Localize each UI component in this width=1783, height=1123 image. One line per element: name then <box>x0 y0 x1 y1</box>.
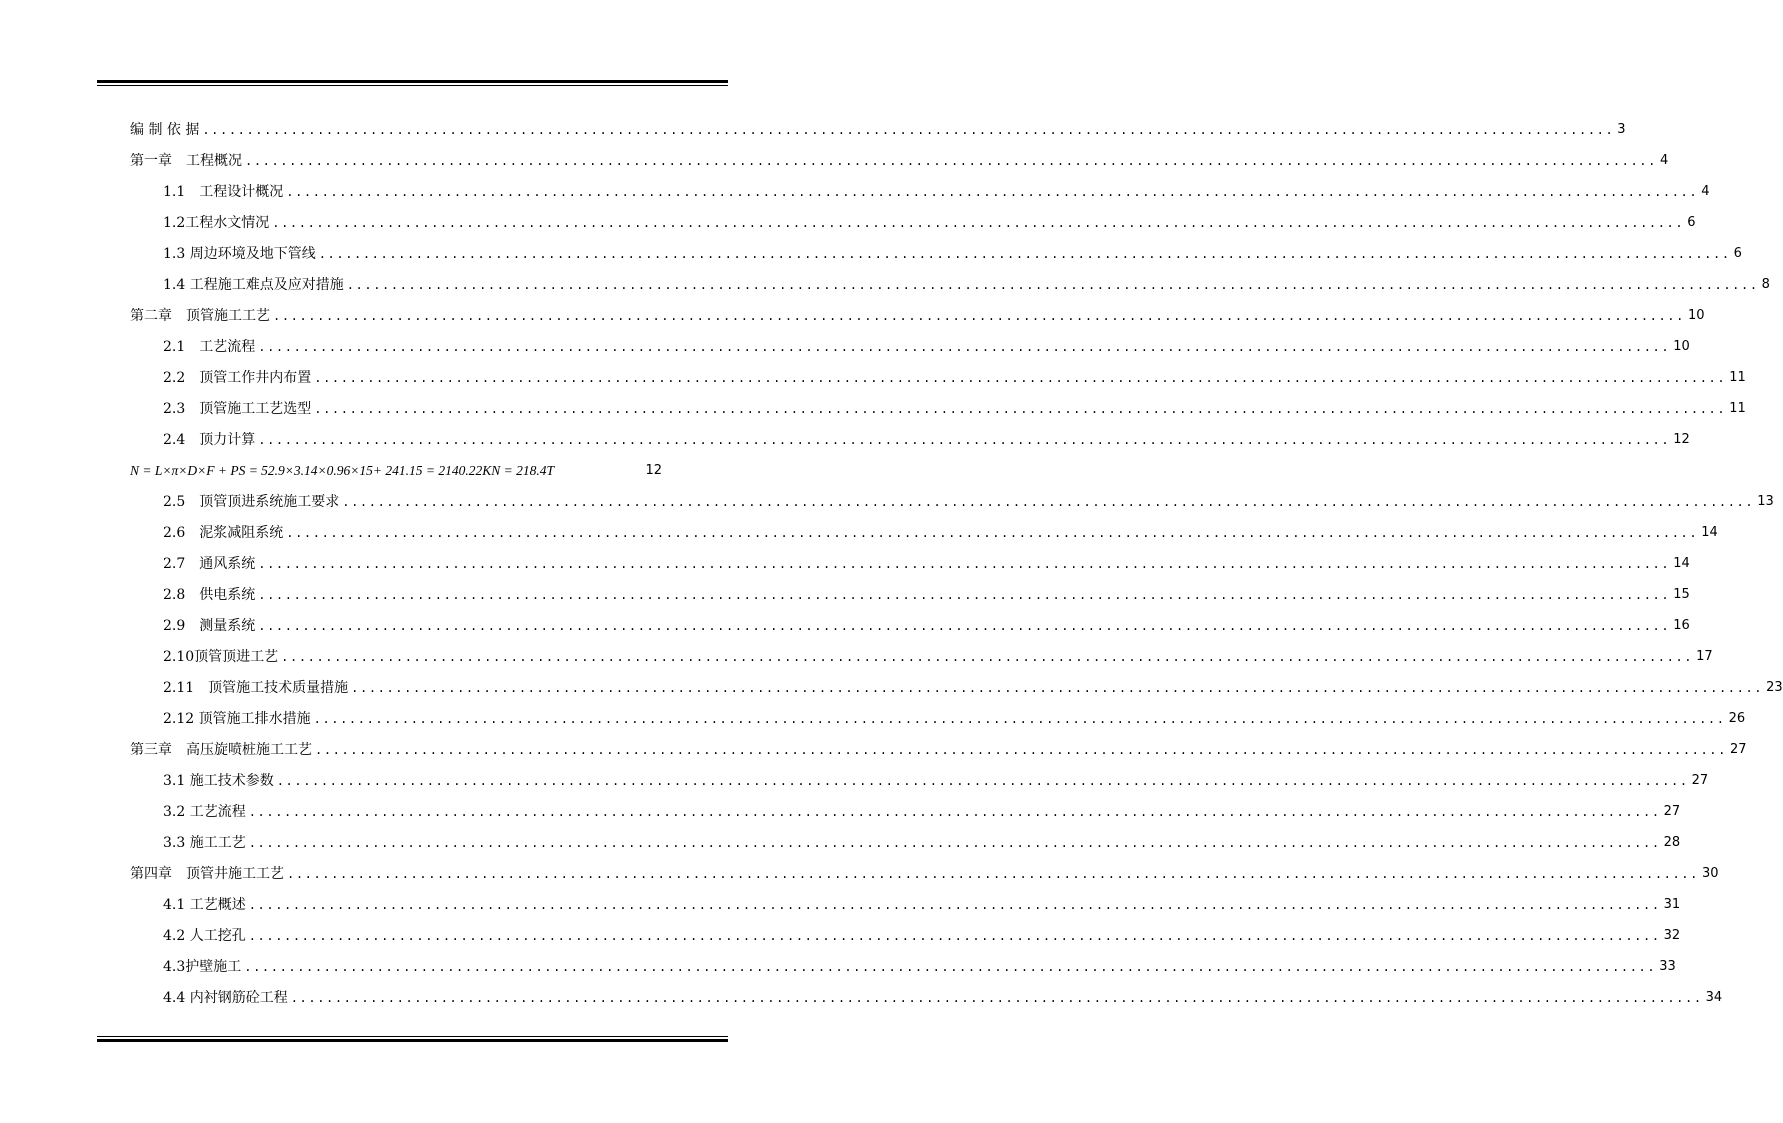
toc-entry[interactable] <box>163 491 1774 513</box>
toc-entry[interactable] <box>163 367 1746 389</box>
toc-leader-dots: ................................................................................................................................................................ <box>313 712 1726 726</box>
toc-page-number: 8 <box>1761 277 1770 292</box>
toc-page-number: 17 <box>1696 649 1713 664</box>
toc-entry-label: 2.2 顶管工作井内布置 <box>163 370 312 386</box>
toc-entry-label: 第四章 顶管井施工工艺 <box>130 866 284 882</box>
toc-entry[interactable] <box>163 925 1681 947</box>
toc-leader-dots: ................................................................................................................................................................ <box>258 557 1671 571</box>
toc-entry[interactable] <box>163 832 1681 854</box>
toc-entry[interactable] <box>163 615 1690 637</box>
toc-entry-label: 2.5 顶管顶进系统施工要求 <box>163 494 340 510</box>
toc-entry-label: 2.12 顶管施工排水措施 <box>163 711 311 727</box>
toc-page-number: 15 <box>1673 587 1690 602</box>
toc-entry-label: 2.1 工艺流程 <box>163 339 256 355</box>
toc-page-number: 11 <box>1729 401 1746 416</box>
toc-leader-dots: ................................................................................................................................................................ <box>273 309 1685 323</box>
toc-leader-dots: ................................................................................................................................................................ <box>248 929 1661 943</box>
toc-entry-label: 4.2 人工挖孔 <box>163 928 246 944</box>
toc-page-number: 23 <box>1766 680 1783 695</box>
toc-page-number: 33 <box>1659 959 1676 974</box>
toc-entry[interactable] <box>163 956 1676 978</box>
toc-entry[interactable] <box>163 770 1709 792</box>
toc-page-number: 12 <box>1673 432 1690 447</box>
toc-leader-dots: ................................................................................................................................................................ <box>287 867 1699 881</box>
toc-page-number: 14 <box>1701 525 1718 540</box>
toc-entry[interactable] <box>130 150 1669 172</box>
toc-entry[interactable] <box>163 677 1783 699</box>
toc-leader-dots: ................................................................................................................................................................ <box>290 991 1703 1005</box>
toc-entry[interactable] <box>163 398 1746 420</box>
toc-leader-dots: ................................................................................................................................................................ <box>314 371 1727 385</box>
toc-page-number: 26 <box>1728 711 1746 726</box>
toc-entry[interactable] <box>163 987 1723 1009</box>
toc-entry-label: 3.3 施工工艺 <box>163 835 246 851</box>
toc-entry[interactable] <box>163 522 1718 544</box>
toc-leader-dots: ................................................................................................................................................................ <box>245 154 1657 168</box>
toc-entry-label: 1.3 周边环境及地下管线 <box>163 246 316 262</box>
toc-leader-dots: ................................................................................................................................................................ <box>258 588 1671 602</box>
toc-entry[interactable] <box>163 212 1696 234</box>
toc-entry-label: 编 制 依 据 <box>130 122 200 138</box>
toc-entry-label: 4.3护壁施工 <box>163 959 242 975</box>
toc-entry[interactable] <box>163 894 1681 916</box>
toc-entry-label: 第二章 顶管施工工艺 <box>130 308 270 324</box>
toc-entry-label: 2.3 顶管施工工艺选型 <box>163 401 312 417</box>
toc-page-number: 27 <box>1691 773 1709 788</box>
toc-entry[interactable] <box>163 181 1710 203</box>
toc-entry-label: 2.4 顶力计算 <box>163 432 256 448</box>
footer-rule-thin <box>97 1036 728 1037</box>
toc-page-number: 27 <box>1729 742 1747 757</box>
footer-rule-thick <box>97 1039 728 1042</box>
toc-leader-dots: ................................................................................................................................................................ <box>258 433 1671 447</box>
toc-leader-dots: ................................................................................................................................................................ <box>258 340 1671 354</box>
toc-leader-dots: ................................................................................................................................................................ <box>286 526 1699 540</box>
toc-entry[interactable] <box>163 429 1690 451</box>
toc-page-number: 27 <box>1663 804 1681 819</box>
toc-leader-dots: ................................................................................................................................................................ <box>281 650 1694 664</box>
toc-entry[interactable] <box>163 553 1690 575</box>
toc-entry[interactable] <box>130 739 1747 761</box>
toc-leader-dots: ................................................................................................................................................................ <box>202 123 1615 137</box>
toc-entry[interactable] <box>163 801 1681 823</box>
toc-entry[interactable] <box>130 863 1719 885</box>
toc-entry-label: 2.8 供电系统 <box>163 587 256 603</box>
toc-leader-dots: ................................................................................................................................................................ <box>248 898 1661 912</box>
toc-page-number: 30 <box>1701 866 1719 881</box>
toc-page-number: 6 <box>1687 215 1696 230</box>
toc-entry-label: N = L×π×D×F + PS = 52.9×3.14×0.96×15+ 241.15 = 2140.22KN = 218.4T <box>130 463 554 478</box>
toc-page-number: 10 <box>1687 308 1705 323</box>
toc-page-number: 11 <box>1729 370 1746 385</box>
toc-entry-label: 1.2工程水文情况 <box>163 215 270 231</box>
toc-page-number: 4 <box>1659 153 1669 168</box>
toc-formula-row <box>130 460 662 482</box>
toc-entry-label: 第一章 工程概况 <box>130 153 242 169</box>
toc-page-number: 14 <box>1673 556 1690 571</box>
toc-entry-label: 2.7 通风系统 <box>163 556 256 572</box>
toc-page-number: 16 <box>1673 618 1690 633</box>
toc-entry[interactable] <box>163 708 1746 730</box>
toc-entry-label: 2.6 泥浆减阻系统 <box>163 525 284 541</box>
toc-entry-label: 2.11 顶管施工技术质量措施 <box>163 680 349 696</box>
toc-leader-dots: ................................................................................................................................................................ <box>342 495 1755 509</box>
toc-entry-label: 3.2 工艺流程 <box>163 804 246 820</box>
toc-leader-dots: ................................................................................................................................................................ <box>314 402 1727 416</box>
toc-leader-dots: ................................................................................................................................................................ <box>315 743 1727 757</box>
toc-entry[interactable] <box>163 336 1690 358</box>
toc-leader-dots: ................................................................................................................................................................ <box>272 216 1685 230</box>
toc-entry-label: 1.1 工程设计概况 <box>163 184 284 200</box>
toc-page-number: 32 <box>1663 928 1681 943</box>
toc-page-number: 3 <box>1617 122 1626 137</box>
toc-entry-label: 3.1 施工技术参数 <box>163 773 274 789</box>
toc-page-number: 4 <box>1701 184 1710 199</box>
toc-page-number: 28 <box>1663 835 1681 850</box>
toc-page-number: 6 <box>1733 246 1742 261</box>
toc-leader-dots: ................................................................................................................................................................ <box>248 836 1661 850</box>
toc-entry-label: 4.1 工艺概述 <box>163 897 246 913</box>
toc-entry[interactable] <box>163 584 1690 606</box>
toc-entry[interactable] <box>163 646 1713 668</box>
toc-leader-dots: ................................................................................................................................................................ <box>286 185 1699 199</box>
toc-leader-dots: ................................................................................................................................................................ <box>351 681 1764 695</box>
toc-entry-label: 2.9 测量系统 <box>163 618 256 634</box>
toc-leader-dots: ................................................................................................................................................................ <box>248 805 1661 819</box>
toc-leader-dots: ................................................................................................................................................................ <box>318 247 1731 261</box>
toc-entry[interactable] <box>163 243 1742 265</box>
toc-page-number: 34 <box>1705 990 1723 1005</box>
toc-leader-dots: ................................................................................................................................................................ <box>276 774 1689 788</box>
toc-leader-dots: ................................................................................................................................................................ <box>244 960 1657 974</box>
toc-entry-label: 2.10顶管顶进工艺 <box>163 649 279 665</box>
toc-entry-label: 1.4 工程施工难点及应对措施 <box>163 277 344 293</box>
toc-page-number: 13 <box>1757 494 1774 509</box>
toc-page-number: 10 <box>1673 339 1690 354</box>
toc-entry[interactable] <box>163 274 1770 296</box>
toc-leader-dots: ................................................................................................................................................................ <box>346 278 1759 292</box>
toc-entry[interactable] <box>130 119 1626 141</box>
toc-entry-label: 第三章 高压旋喷桩施工工艺 <box>130 742 312 758</box>
toc-entry[interactable] <box>130 305 1705 327</box>
toc-page-number: 31 <box>1663 897 1681 912</box>
toc-page-number: 12 <box>645 463 662 478</box>
toc-leader-dots: ................................................................................................................................................................ <box>258 619 1671 633</box>
toc-entry-label: 4.4 内衬钢筋砼工程 <box>163 990 288 1006</box>
